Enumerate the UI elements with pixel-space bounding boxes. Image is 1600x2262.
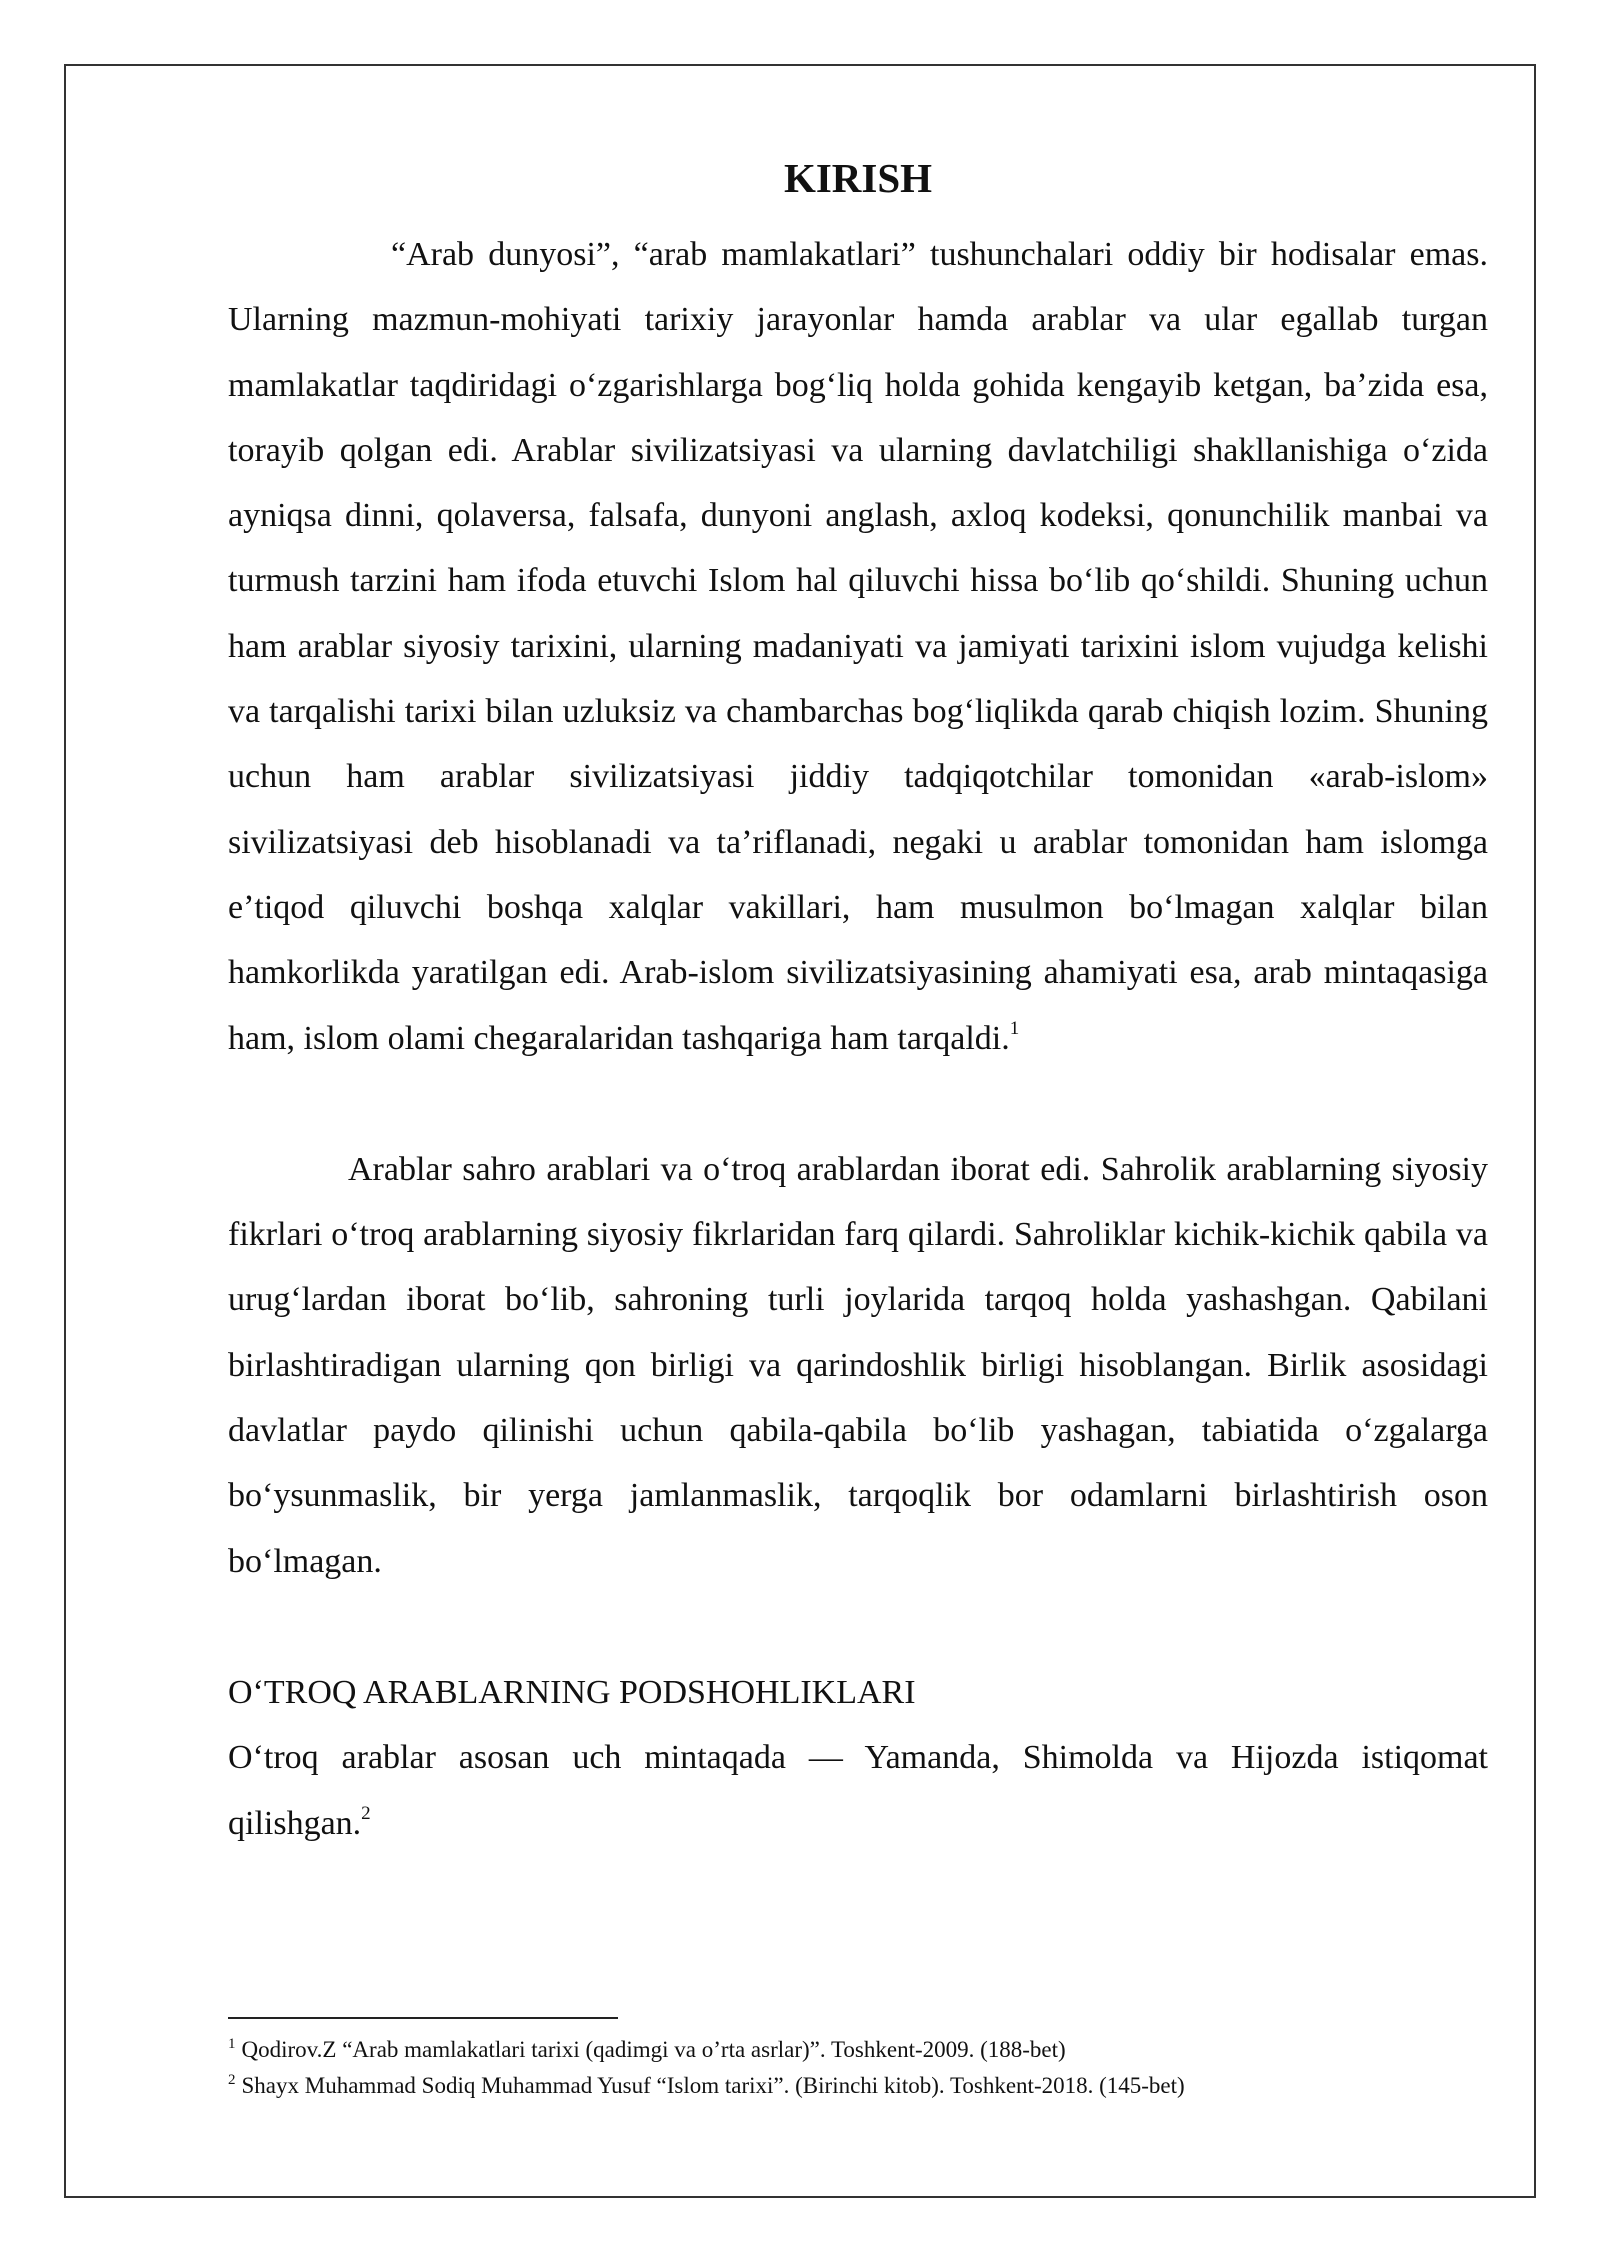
footnote-separator <box>228 2017 618 2019</box>
footnote-1 <box>228 2032 1488 2068</box>
footnote-mark-2: 2 <box>228 2072 236 2089</box>
footnotes <box>228 2032 1488 2104</box>
arabs-paragraph: Arablar sahro arablari va oʻtroq arablardan iborat edi. Sahrolik arablarning siyosiy fikrlari oʻtroq arablarning siyosiy fikrlaridan farq qilardi. Sahroliklar kichik-kichik qabila va urugʻlardan iborat boʻlib, sahroning turli joylarida tarqoq holda yashashgan. Qabilani birlashtiradigan ularning qon birligi va qarindoshlik birligi hisoblangan. Birlik asosidagi davlatlar paydo qilinishi uchun qabila-qabila boʻlib yashagan, tabiatida oʻzgalarga boʻysunmaslik, bir yerga jamlanmaslik, tarqoqlik bor odamlarni birlashtirish oson boʻlmagan. <box>228 1150 1488 1580</box>
footnote-ref-2[interactable]: 2 <box>361 1803 371 1825</box>
footnote-mark-1: 1 <box>228 2036 236 2053</box>
footnote-text-1: Qodirov.Z “Arab mamlakatlari tarixi (qadimgi va o’rta asrlar)”. Toshkent-2009. (188-bet) <box>241 2037 1066 2062</box>
intro-paragraph-text: “Arab dunyosi”, “arab mamlakatlari” tushunchalari oddiy bir hodisalar emas. Ularning mazmun-mohiyati tarixiy jarayonlar hamda arablar va ular egallab turgan mamlakatlar taqdiridagi oʻzgarishlarga bogʻliq holda gohida kengayib ketgan, baʼzida esa, torayib qolgan edi. Arablar sivilizatsiyasi va ularning davlatchiligi shakllanishiga oʻzida ayniqsa dinni, qolaversa, falsafa, dunyoni anglash, axloq kodeksi, qonunchilik manbai va turmush tarzini ham ifoda etuvchi Islom hal qiluvchi hissa boʻlib qoʻshildi. Shuning uchun ham arablar siyosiy tarixini, ularning madaniyati va jamiyati tarixini islom vujudga kelishi va tarqalishi tarixi bilan uzluksiz va chambarchas bogʻliqlikda qarab chiqish lozim. Shuning uchun ham arablar sivilizatsiyasi jiddiy tadqiqotchilar tomonidan «arab-islom» sivilizatsiyasi deb hisoblanadi va taʼriflanadi, negaki u arablar tomonidan ham islomga eʼtiqod qiluvchi boshqa xalqlar vakillari, ham musulmon boʻlmagan xalqlar bilan hamkorlikda yaratilgan edi. Arab-islom sivilizatsiyasining ahamiyati esa, arab mintaqasiga ham, islom olami chegaralaridan tashqariga ham tarqaldi. <box>228 236 1488 1057</box>
document-body <box>228 150 1488 1856</box>
paragraph-spacer <box>228 1594 1488 1660</box>
footnote-text-2: Shayx Muhammad Sodiq Muhammad Yusuf “Islom tarixi”. (Birinchi kitob). Toshkent-2018. (145-bet) <box>241 2073 1185 2098</box>
settled-arabs-text: Oʻtroq arablar asosan uch mintaqada — Yamanda, Shimolda va Hijozda istiqomat qilishgan. <box>228 1739 1488 1842</box>
footnote-2 <box>228 2068 1488 2104</box>
paragraph-spacer <box>228 1071 1488 1137</box>
intro-paragraph <box>228 222 1488 1071</box>
document-title: KIRISH <box>783 155 933 201</box>
settled-arabs-paragraph <box>228 1725 1488 1856</box>
section-heading: OʻTROQ ARABLARNING PODSHOHLIKLARI <box>228 1673 916 1711</box>
footnote-ref-1[interactable]: 1 <box>1009 1018 1020 1040</box>
